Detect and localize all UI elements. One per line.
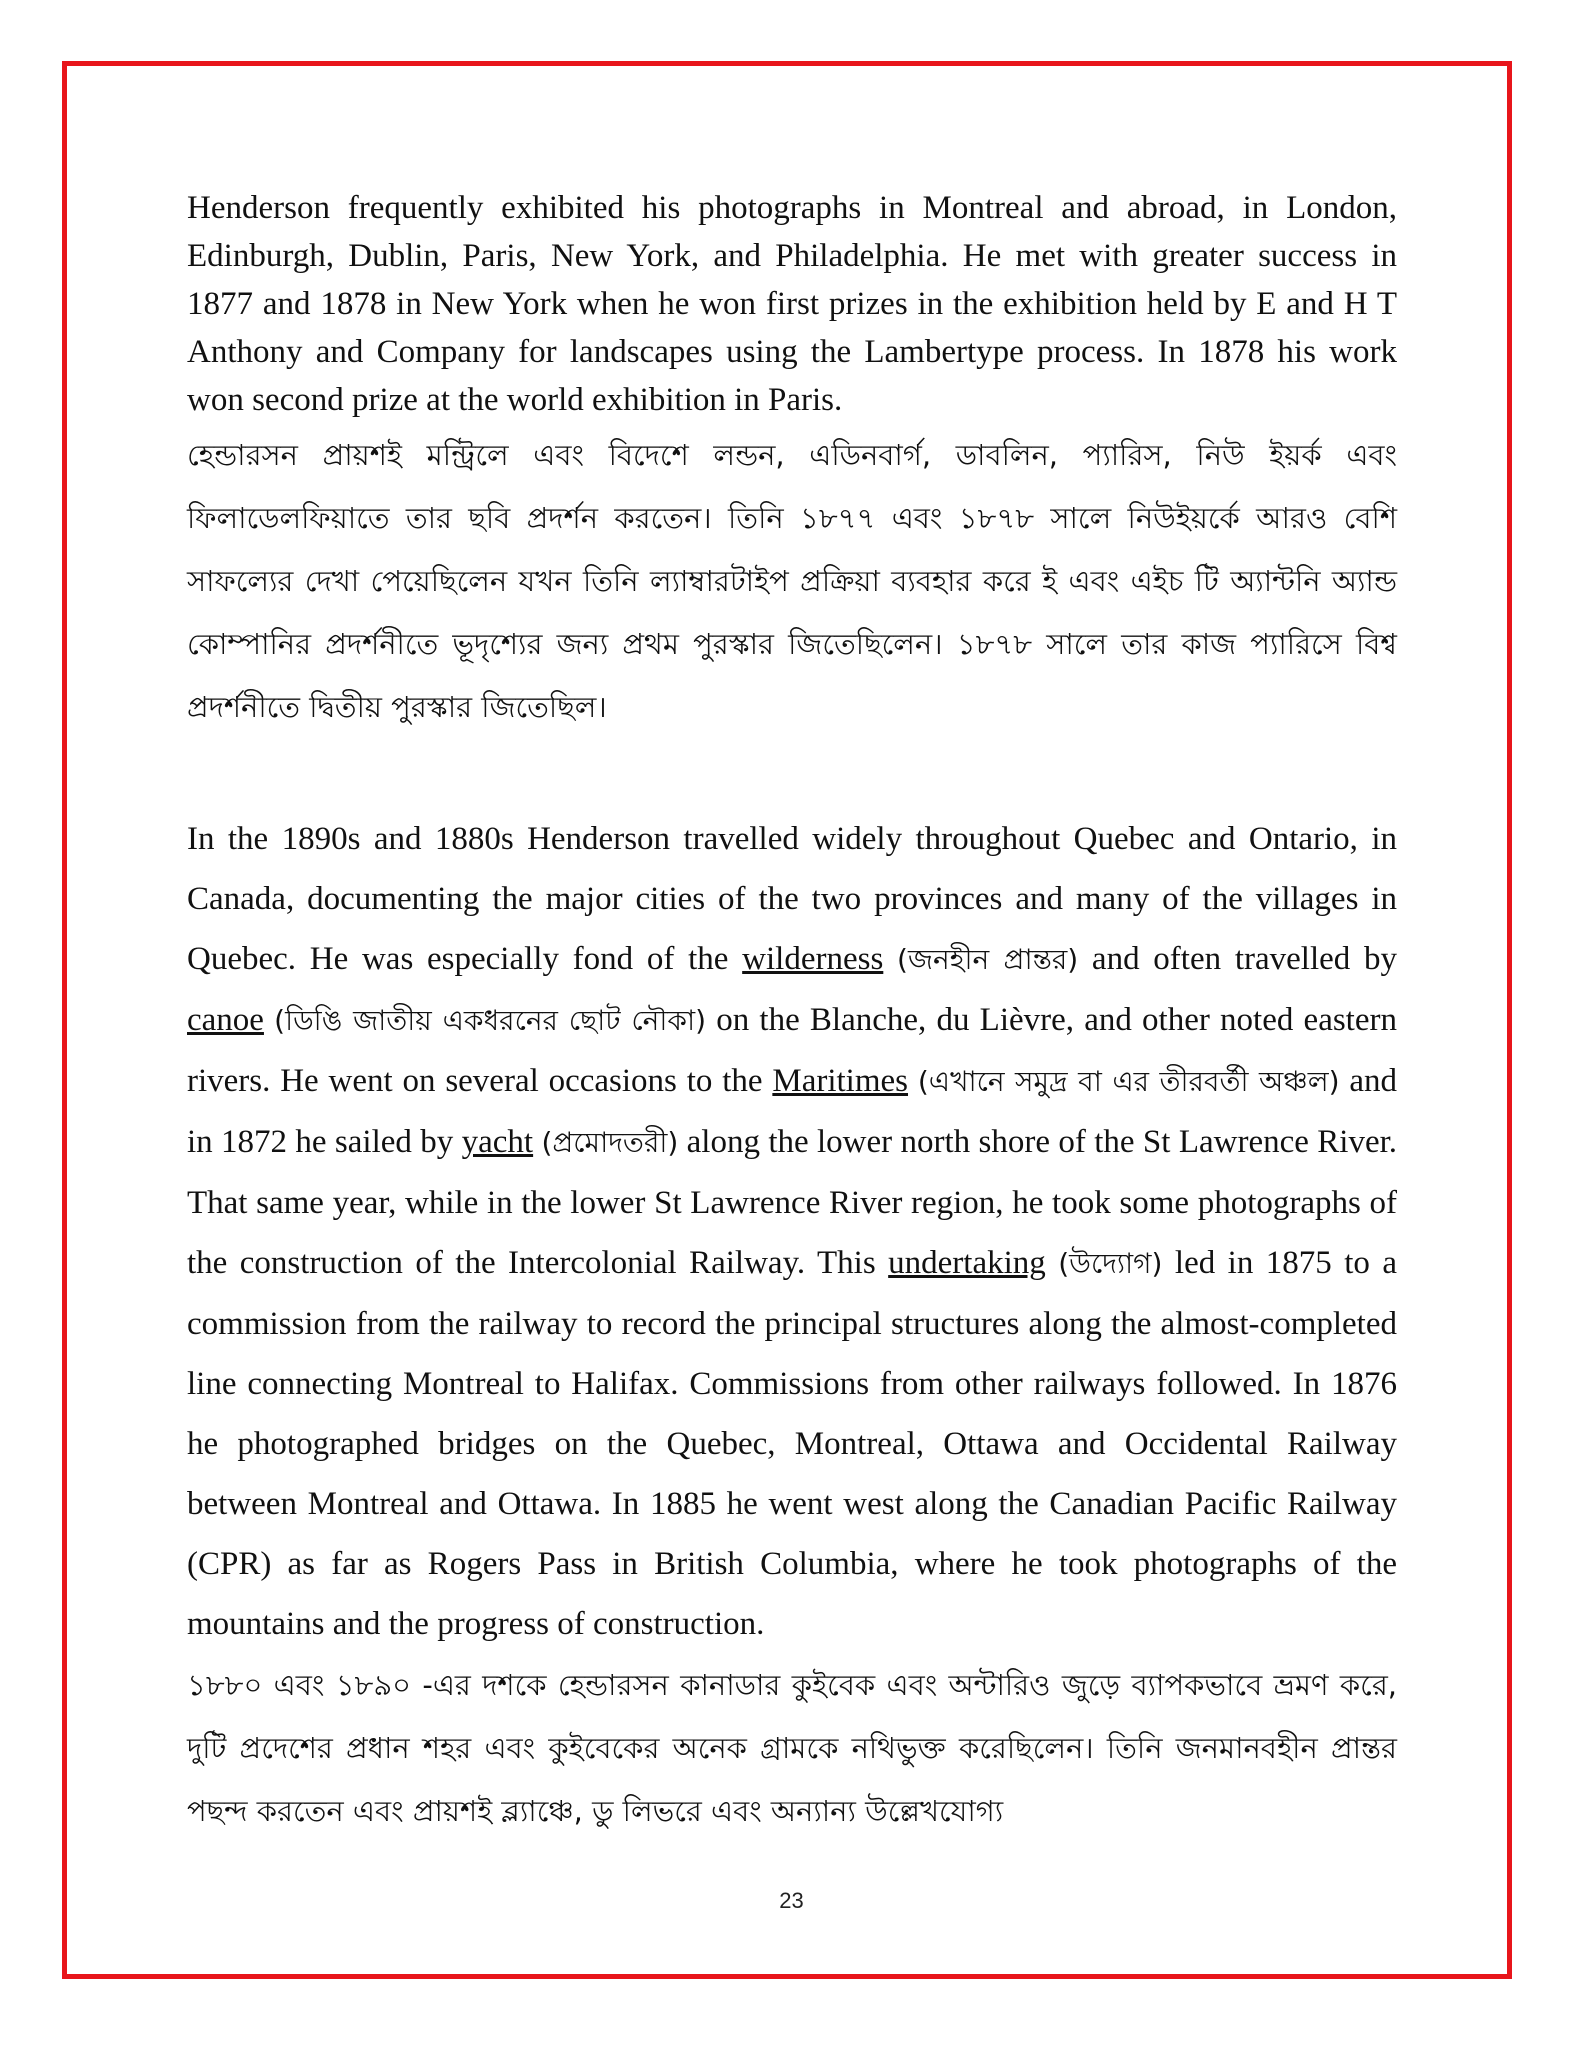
text-segment: on the Blanche, du Lièvre, and other noted eastern rivers. He went on several occasions to the bbox=[187, 1002, 1397, 1099]
paragraph-gap bbox=[187, 739, 1397, 809]
bengali-gloss-maritimes: (এখানে সমুদ্র বা এর তীরবর্তী অঞ্চল) bbox=[917, 1065, 1340, 1098]
bengali-gloss-undertaking: (উদ্যোগ) bbox=[1058, 1247, 1163, 1280]
page-content bbox=[187, 184, 1397, 1843]
text-segment: led in 1875 to a commission from the railway to record the principal structures along the almost-completed line connecting Montreal to Halifax. Commissions from other railways followed. In 1876 he photographed bridges on the Quebec, Montreal, Ottawa and Occidental Railway between Montreal and Ottawa. In 1885 he went west along the Canadian Pacific Railway (CPR) as far as Rogers Pass in British Columbia, where he took photographs of the mountains and the progress of construction. bbox=[187, 1245, 1398, 1642]
text-segment: along the lower north shore of the St Lawrence River. That same year, while in the lower St Lawrence River region, he took some photographs of the construction of the Intercolonial Railway. This bbox=[187, 1124, 1398, 1281]
paragraph-bengali-1: হেন্ডারসন প্রায়শই মন্ট্রিলে এবং বিদেশে লন্ডন, এডিনবার্গ, ডাবলিন, প্যারিস, নিউ ইয়র্ক এবং ফিলাডেলফিয়াতে তার ছবি প্রদর্শন করতেন। তিনি ১৮৭৭ এবং ১৮৭৮ সালে নিউইয়র্কে আরও বেশি সাফল্যের দেখা পেয়েছিলেন যখন তিনি ল্যাম্বারটাইপ প্রক্রিয়া ব্যবহার করে ই এবং এইচ টি অ্যান্টনি অ্যান্ড কোম্পানির প্রদর্শনীতে ভূদৃশ্যের জন্য প্রথম পুরস্কার জিতেছিলেন। ১৮৭৮ সালে তার কাজ প্যারিসে বিশ্ব প্রদর্শনীতে দ্বিতীয় পুরস্কার জিতেছিল। bbox=[187, 438, 1397, 724]
glossary-term-maritimes: Maritimes bbox=[772, 1063, 909, 1099]
glossary-term-canoe: canoe bbox=[187, 1002, 264, 1038]
paragraph-english-1: Henderson frequently exhibited his photographs in Montreal and abroad, in London, Edinburgh, Dublin, Paris, New York, and Philadelphia. He met with greater success in 1877 and 1878 in New York when he won first prizes in the exhibition held by E and H T Anthony and Company for landscapes using the Lambertype process. In 1878 his work won second prize at the world exhibition in Paris. bbox=[187, 190, 1397, 418]
paragraph-english-2 bbox=[187, 809, 1397, 1654]
page-number: 23 bbox=[779, 1888, 804, 1913]
bengali-gloss-wilderness: (জনহীন প্রান্তর) bbox=[897, 943, 1079, 976]
glossary-term-wilderness: wilderness bbox=[742, 941, 884, 977]
bengali-gloss-yacht: (প্রমোদতরী) bbox=[541, 1126, 679, 1159]
paragraph-bengali-2: ১৮৮০ এবং ১৮৯০ -এর দশকে হেন্ডারসন কানাডার কুইবেক এবং অন্টারিও জুড়ে ব্যাপকভাবে ভ্রমণ করে, দুটি প্রদেশের প্রধান শহর এবং কুইবেকের অনেক গ্রামকে নথিভুক্ত করেছিলেন। তিনি জনমানবহীন প্রান্তর পছন্দ করতেন এবং প্রায়শই ব্ল্যাঞ্চে, ডু লিভরে এবং অন্যান্য উল্লেখযোগ্য bbox=[187, 1668, 1397, 1828]
text-segment: and in 1872 he sailed by bbox=[187, 1063, 1397, 1160]
text-segment: In the 1890s and 1880s Henderson travelled widely throughout Quebec and Ontario, in Canada, documenting the major cities of the two provinces and many of the villages in Quebec. He was especially fond of the bbox=[187, 821, 1397, 977]
text-segment: and often travelled by bbox=[1078, 941, 1398, 977]
bengali-gloss-canoe: (ডিঙি জাতীয় একধরনের ছোট নৌকা) bbox=[274, 1004, 707, 1037]
glossary-term-yacht: yacht bbox=[461, 1124, 534, 1160]
glossary-term-undertaking: undertaking bbox=[888, 1245, 1046, 1281]
